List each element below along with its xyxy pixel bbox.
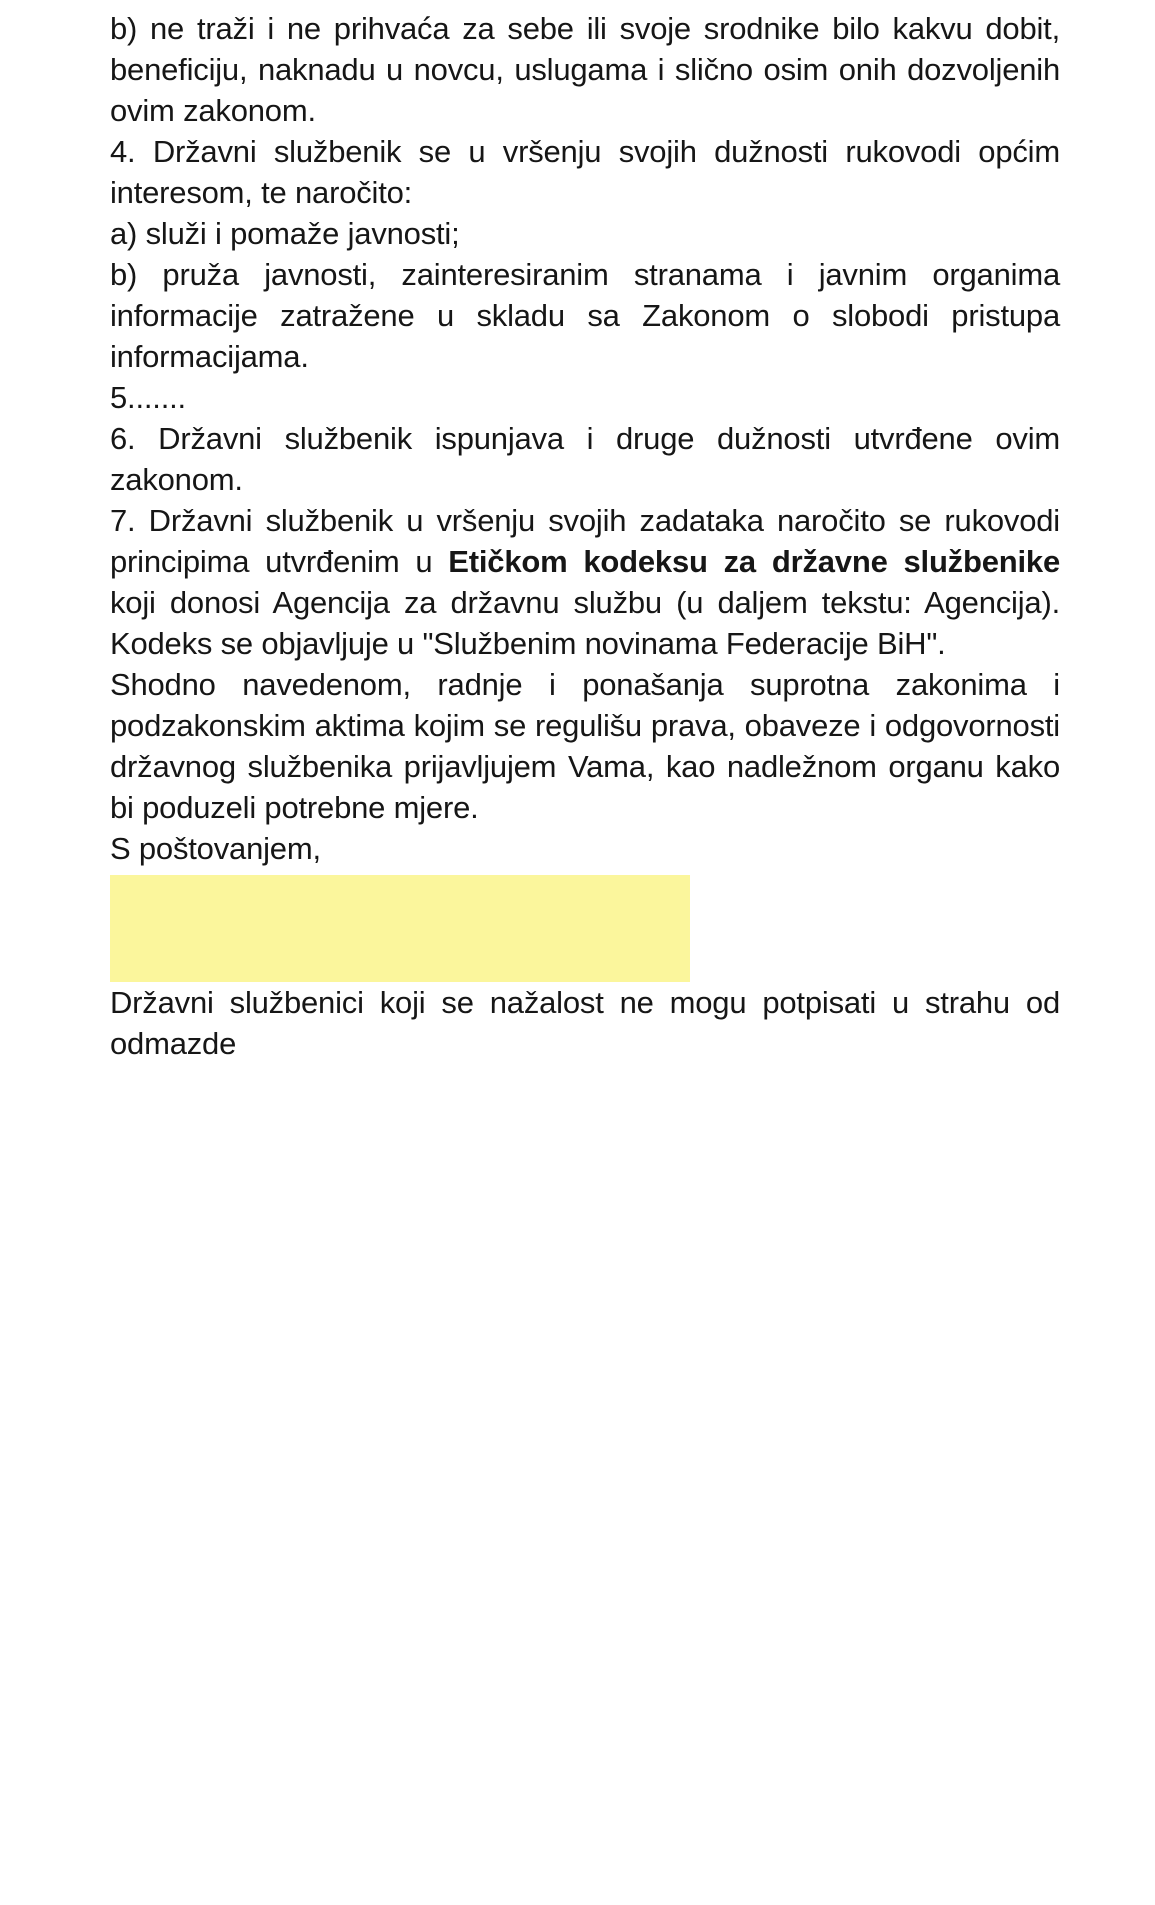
paragraph-item-b: b) ne traži i ne prihvaća za sebe ili svoje srodnike bilo kakvu dobit, beneficiju, naknadu u novcu, uslugama i slično osim onih dozvoljenih ovim zakonom.	[110, 11, 1060, 128]
item-7-bold-ethics-code: Etičkom kodeksu za državne službenike	[448, 544, 1060, 579]
paragraph-item-6: 6. Državni službenik ispunjava i druge dužnosti utvrđene ovim zakonom.	[110, 421, 1060, 497]
paragraph-signature-note: Državni službenici koji se nažalost ne mogu potpisati u strahu od odmazde	[110, 985, 1060, 1061]
item-7-text-before-bold: 7. Državni službenik u vršenju svojih zadataka naročito se rukovodi principima utvrđenim u	[110, 503, 1060, 579]
paragraph-statement: Shodno navedenom, radnje i ponašanja suprotna zakonima i podzakonskim aktima kojim se regulišu prava, obaveze i odgovornosti državnog službenika prijavljujem Vama, kao nadležnom organu kako bi poduzeli potrebne mjere.	[110, 667, 1060, 825]
paragraph-item-4a: a) služi i pomaže javnosti;	[110, 216, 460, 251]
paragraph-item-7	[110, 500, 1060, 664]
item-7-text-after-bold: koji donosi Agencija za državnu službu (u daljem tekstu: Agencija). Kodeks se objavljuje u "Službenim novinama Federacije BiH".	[110, 585, 1060, 661]
paragraph-item-4b: b) pruža javnosti, zainteresiranim stranama i javnim organima informacije zatražene u skladu sa Zakonom o slobodi pristupa informacijama.	[110, 257, 1060, 374]
paragraph-item-4: 4. Državni službenik se u vršenju svojih dužnosti rukovodi općim interesom, te naročito:	[110, 134, 1060, 210]
closing-salutation: S poštovanjem,	[110, 831, 321, 866]
document-body	[110, 8, 1060, 1064]
redacted-signature-highlight	[110, 875, 690, 982]
paragraph-item-5: 5.......	[110, 380, 186, 415]
